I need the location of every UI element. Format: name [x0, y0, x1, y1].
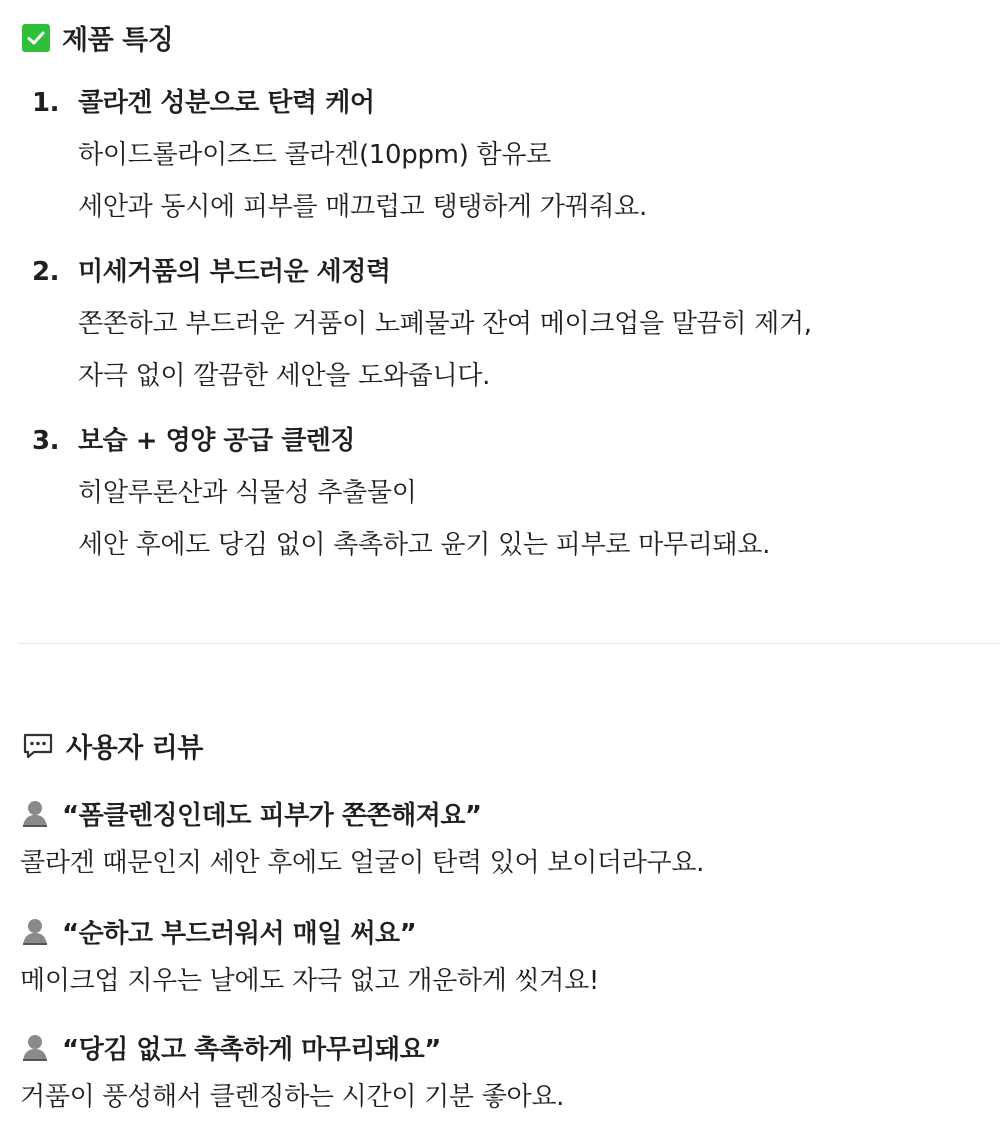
feature-item-2 — [32, 246, 992, 402]
feature-heading: 보습 + 영양 공급 클렌징 — [78, 426, 356, 456]
feature-description-line: 쫀쫀하고 부드러운 거품이 노폐물과 잔여 메이크업을 말끔히 제거, — [78, 309, 812, 339]
feature-heading: 콜라겐 성분으로 탄력 케어 — [78, 88, 375, 118]
features-section-title — [22, 18, 173, 57]
feature-item-3 — [32, 415, 992, 571]
feature-number: 1. — [32, 88, 59, 118]
review-quote: “당김 없고 촉촉하게 마무리돼요” — [62, 1034, 441, 1065]
review-quote: “폼클렌징인데도 피부가 쫀쫀해져요” — [62, 800, 482, 831]
feature-description-line: 자극 없이 깔끔한 세안을 도와줍니다. — [78, 361, 491, 391]
feature-description-line: 히알루론산과 식물성 추출물이 — [78, 478, 417, 508]
reviews-title-text: 사용자 리뷰 — [66, 733, 203, 764]
review-body: 콜라겐 때문인지 세안 후에도 얼굴이 탄력 있어 보이더라구요. — [20, 848, 705, 878]
section-divider — [18, 643, 1000, 644]
person-icon — [20, 916, 50, 946]
review-item-3 — [20, 1023, 990, 1123]
reviews-section-title — [22, 726, 203, 765]
person-icon — [20, 798, 50, 828]
feature-item-1 — [32, 77, 992, 233]
review-body: 메이크업 지우는 날에도 자극 없고 개운하게 씻겨요! — [20, 966, 600, 996]
speech-bubble-icon — [22, 732, 54, 760]
feature-number: 2. — [32, 257, 59, 287]
features-title-text: 제품 특징 — [62, 25, 174, 56]
review-item-1 — [20, 789, 990, 889]
feature-description-line: 하이드롤라이즈드 콜라겐(10ppm) 함유로 — [78, 140, 551, 170]
feature-number: 3. — [32, 426, 59, 456]
feature-description-line: 세안 후에도 당김 없이 촉촉하고 윤기 있는 피부로 마무리돼요. — [78, 530, 771, 560]
person-icon — [20, 1032, 50, 1062]
feature-description-line: 세안과 동시에 피부를 매끄럽고 탱탱하게 가꿔줘요. — [78, 192, 647, 222]
check-box-icon — [22, 24, 50, 52]
review-quote: “순하고 부드러워서 매일 써요” — [62, 918, 417, 949]
review-body: 거품이 풍성해서 클렌징하는 시간이 기분 좋아요. — [20, 1082, 565, 1112]
feature-heading: 미세거품의 부드러운 세정력 — [78, 257, 391, 287]
review-item-2 — [20, 907, 990, 1007]
